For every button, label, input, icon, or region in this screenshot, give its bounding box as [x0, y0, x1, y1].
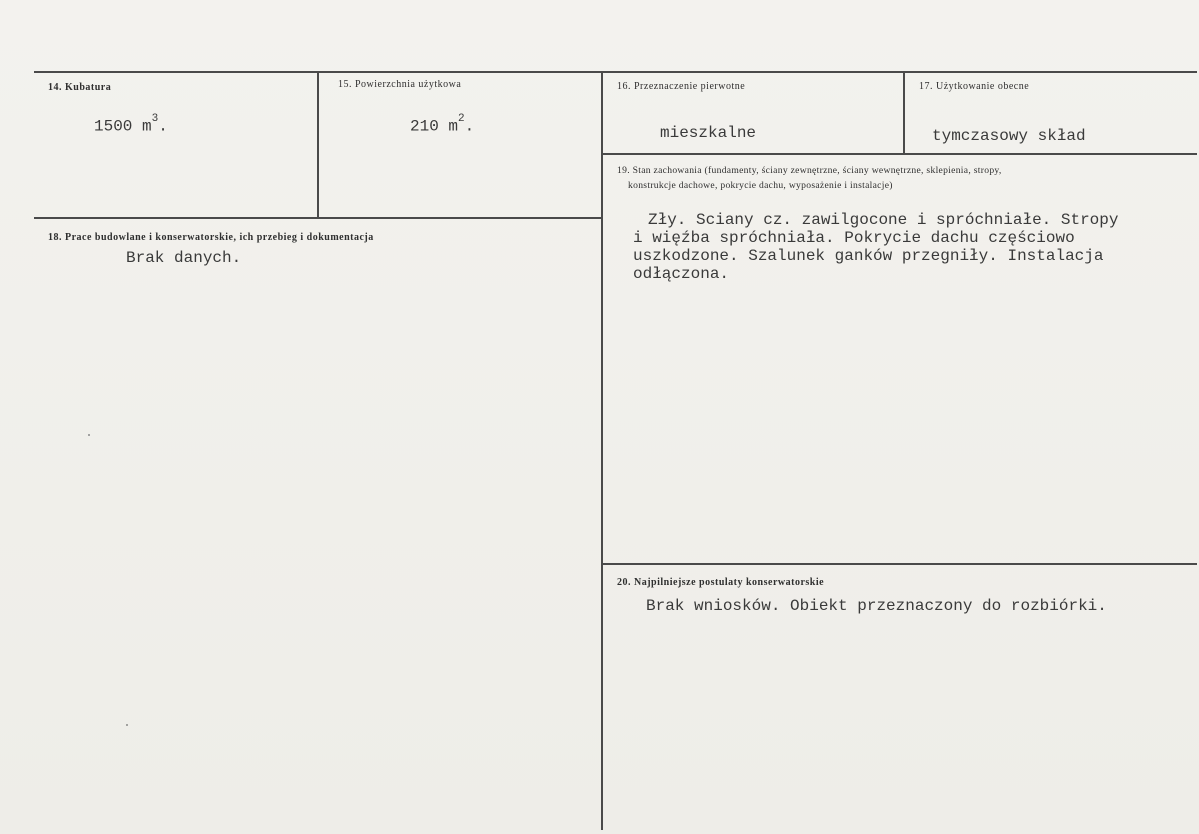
- paper-speck: [126, 724, 128, 726]
- rule-under-19: [601, 563, 1197, 565]
- field-15-value: 210 $m^2$.: [410, 113, 475, 136]
- divider-16-17: [903, 71, 905, 155]
- field-16-value: mieszkalne: [660, 124, 757, 142]
- top-rule: [34, 71, 1197, 73]
- field-19-label-line1: 19. Stan zachowania (fundamenty, ściany zewnętrzne, ściany wewnętrzne, sklepienia, stropy,: [617, 165, 1002, 176]
- divider-15-16: [601, 71, 603, 830]
- field-20-label: 20. Najpilniejsze postulaty konserwatorskie: [617, 577, 825, 588]
- field-19-value-line3: uszkodzone. Szalunek ganków przegniły. Instalacja: [633, 247, 1104, 265]
- field-19-value-line1: Zły. Sciany cz. zawilgocone i spróchniałe. Stropy: [648, 211, 1119, 229]
- field-19-label-line2: konstrukcje dachowe, pokrycie dachu, wyposażenie i instalacje): [628, 180, 893, 191]
- rule-under-16-17: [601, 153, 1197, 155]
- field-17-label: 17. Użytkowanie obecne: [919, 81, 1030, 92]
- field-20-value: Brak wniosków. Obiekt przeznaczony do rozbiórki.: [646, 597, 1107, 615]
- field-16-label: 16. Przeznaczenie pierwotne: [617, 81, 746, 92]
- field-15-label: 15. Powierzchnia użytkowa: [338, 79, 462, 90]
- field-18-label: 18. Prace budowlane i konserwatorskie, ich przebieg i dokumentacja: [48, 232, 374, 243]
- field-18-value: Brak danych.: [126, 249, 242, 267]
- paper-speck: [88, 434, 90, 436]
- field-17-value: tymczasowy skład: [932, 127, 1086, 145]
- field-19-value-line2: i więźba spróchniała. Pokrycie dachu częściowo: [633, 229, 1075, 247]
- field-19-value-line4: odłączona.: [633, 265, 730, 283]
- rule-under-14-15: [34, 217, 603, 219]
- field-14-value: 1500 $m^3$.: [94, 113, 168, 136]
- divider-14-15: [317, 71, 319, 219]
- field-14-label: 14. Kubatura: [48, 82, 112, 93]
